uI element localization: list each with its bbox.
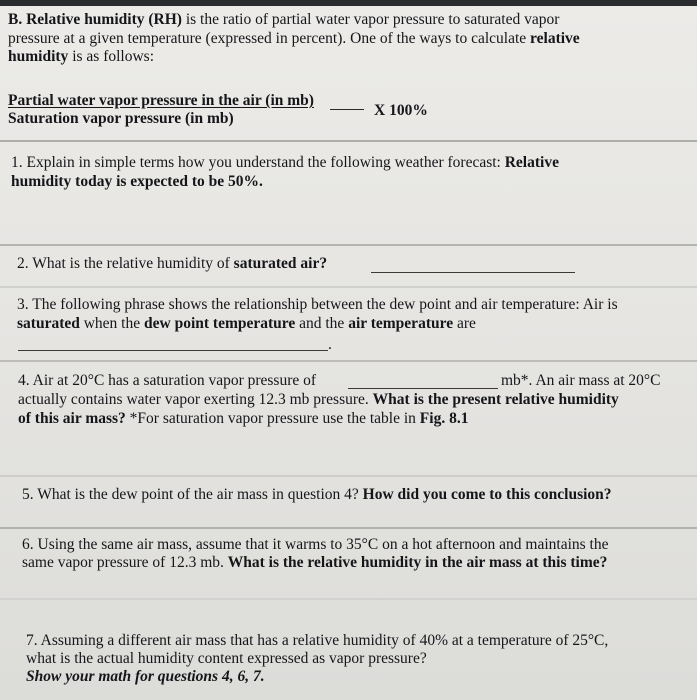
q3-line-2 bbox=[17, 315, 476, 333]
q1-line-1 bbox=[11, 154, 559, 172]
page-fold bbox=[0, 475, 697, 477]
q3-line-1: 3. The following phrase shows the relationship between the dew point and air temperature: Air is bbox=[17, 296, 618, 313]
q2-answer-blank[interactable] bbox=[371, 272, 575, 273]
q4-line-1-start: 4. Air at 20°C has a saturation vapor pressure of bbox=[18, 372, 317, 389]
intro-text: is the ratio of partial water vapor pressure to saturated vapor bbox=[181, 11, 560, 28]
page-fold bbox=[0, 598, 697, 600]
q7-line-1: 7. Assuming a different air mass that has a relative humidity of 40% at a temperature of 25°C, bbox=[26, 632, 609, 649]
intro-line-3 bbox=[8, 48, 154, 66]
q3-text: and the bbox=[295, 315, 349, 332]
q4-text: *For saturation vapor pressure use the table in bbox=[125, 410, 420, 427]
page-fold bbox=[0, 527, 697, 529]
q7-line-2: what is the actual humidity content expressed as vapor pressure? bbox=[26, 650, 427, 667]
q3-period: . bbox=[328, 336, 332, 353]
formula-numerator: Partial water vapor pressure in the air (in mb) bbox=[8, 92, 314, 109]
q6-line-2 bbox=[22, 554, 607, 572]
q5-text: 5. What is the dew point of the air mass in question 4? bbox=[22, 486, 363, 503]
q1-text: 1. Explain in simple terms how you understand the following weather forecast: bbox=[11, 154, 505, 171]
fraction-bar-tail bbox=[330, 109, 364, 110]
q3-text: are bbox=[453, 315, 476, 332]
intro-line-1 bbox=[8, 11, 559, 29]
q4-figure-ref: Fig. 8.1 bbox=[419, 410, 469, 427]
q2-bold: saturated air? bbox=[233, 255, 328, 272]
q7-line-3: Show your math for questions 4, 6, 7. bbox=[26, 668, 265, 685]
q3-bold: air temperature bbox=[348, 315, 454, 332]
q3-answer-blank[interactable] bbox=[18, 350, 328, 351]
q1-line-2: humidity today is expected to be 50%. bbox=[11, 173, 263, 190]
q4-line-3 bbox=[18, 410, 468, 428]
intro-bold: relative bbox=[530, 30, 580, 47]
q3-text: when the bbox=[79, 315, 144, 332]
q2-text: 2. What is the relative humidity of bbox=[17, 255, 234, 272]
q6-text: same vapor pressure of 12.3 mb. bbox=[22, 554, 228, 571]
intro-text: is as follows: bbox=[68, 48, 154, 65]
formula-denominator: Saturation vapor pressure (in mb) bbox=[8, 110, 234, 127]
page-fold bbox=[0, 360, 697, 362]
q4-line-1-end: mb*. An air mass at 20°C bbox=[501, 372, 661, 389]
q1-bold: Relative bbox=[504, 154, 559, 171]
q4-line-2 bbox=[18, 391, 619, 409]
q6-bold: What is the relative humidity in the air mass at this time? bbox=[227, 554, 608, 571]
intro-text: pressure at a given temperature (expressed in percent). One of the ways to calculate bbox=[8, 30, 531, 47]
intro-line-2 bbox=[8, 30, 580, 48]
q4-bold: of this air mass? bbox=[18, 410, 126, 427]
intro-bold: humidity bbox=[8, 48, 69, 65]
top-edge bbox=[0, 0, 697, 6]
page-fold bbox=[0, 286, 697, 288]
q3-bold: dew point temperature bbox=[144, 315, 296, 332]
intro-term: B. Relative humidity (RH) bbox=[8, 11, 182, 28]
page-fold bbox=[0, 244, 697, 246]
q4-bold: What is the present relative humidity bbox=[372, 391, 619, 408]
q3-bold: saturated bbox=[17, 315, 80, 332]
q5-line bbox=[22, 486, 612, 504]
q4-answer-blank[interactable] bbox=[348, 388, 498, 389]
page-fold bbox=[0, 140, 697, 142]
q5-bold: How did you come to this conclusion? bbox=[362, 486, 612, 503]
q2-line bbox=[17, 255, 327, 273]
q4-text: actually contains water vapor exerting 12.3 mb pressure. bbox=[18, 391, 373, 408]
formula-multiplier: X 100% bbox=[374, 102, 428, 119]
q6-line-1: 6. Using the same air mass, assume that it warms to 35°C on a hot afternoon and maintains the bbox=[22, 536, 609, 553]
